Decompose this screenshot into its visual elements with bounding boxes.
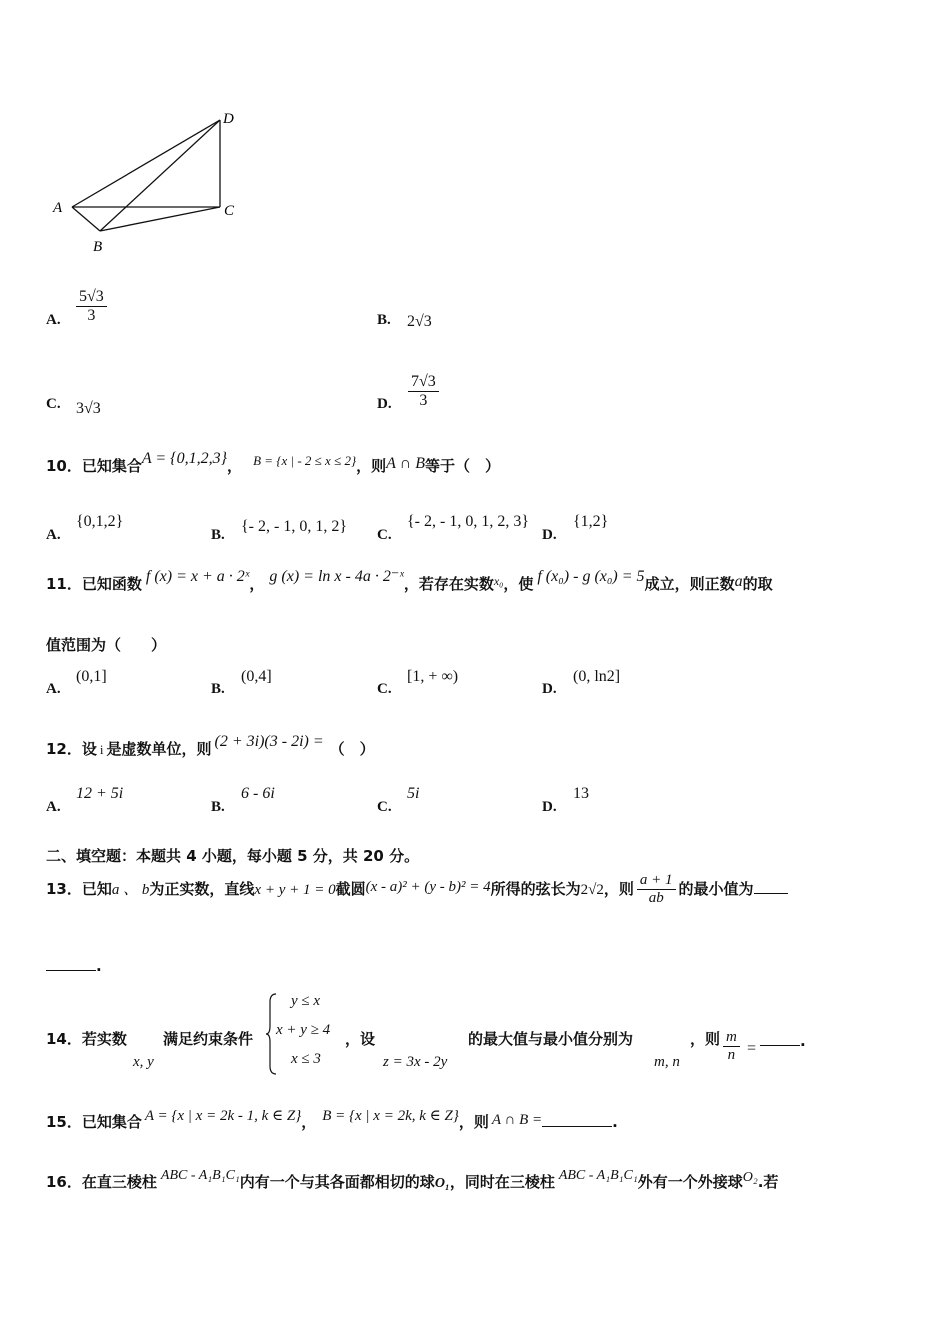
- edge-BD: [100, 120, 220, 231]
- q14-z: z = 3x - 2y: [383, 1054, 448, 1070]
- q14-stem-5: ，则: [690, 1030, 721, 1048]
- q12-option-c-label: C.: [377, 799, 392, 815]
- q9-option-a-value: $\frac{5√3}{3}$: [76, 288, 107, 325]
- question-11-stem-cont: 值范围为（ ）: [46, 636, 167, 654]
- q9-option-b-value: 2√3: [407, 313, 432, 330]
- question-15-stem: 15．已知集合 A = {x | x = 2k - 1, k ∈ Z}， B = {x | x = 2k, k ∈ Z}，则 A ∩ B = .: [46, 1108, 618, 1131]
- question-16-stem: 16．在直三棱柱 ABC - A₁B₁C₁内有一个与其各面都相切的球O₁，同时在三棱柱 ABC - A₁B₁C₁外有一个外接球O₂.若: [46, 1168, 779, 1191]
- q11-option-c-label: C.: [377, 681, 392, 697]
- q14-answer-blank[interactable]: [760, 1028, 800, 1046]
- q14-constraint-1: y ≤ x: [291, 993, 321, 1009]
- q12-option-d-label: D.: [542, 799, 557, 815]
- q14-vars: x, y: [133, 1054, 154, 1070]
- q12-option-a-label: A.: [46, 799, 61, 815]
- q11-option-c-value: [1, + ∞): [407, 668, 459, 685]
- q9-option-b-label: B.: [377, 312, 391, 328]
- edge-AB: [72, 207, 100, 231]
- q13-answer-blank-2[interactable]: [46, 970, 96, 971]
- q14-constraint-3: x ≤ 3: [291, 1051, 321, 1067]
- question-13-stem: 13．已知a 、 b为正实数，直线x + y + 1 = 0截圆(x - a)² + (y - b)² = 4所得的弦长为2√2，则 $\frac{a + 1}{ab}$ 的最小值为: [46, 872, 788, 907]
- q10-option-b-value: {- 2, - 1, 0, 1, 2}: [241, 518, 348, 535]
- q15-answer-blank[interactable]: [542, 1112, 612, 1127]
- question-13-blank-cont: .: [46, 956, 102, 975]
- q10-option-d-value: {1,2}: [573, 513, 609, 530]
- q14-eq: =: [747, 1040, 757, 1057]
- q12-option-b-value: 6 - 6i: [241, 785, 275, 802]
- q12-option-a-value: 12 + 5i: [76, 785, 124, 802]
- question-12-stem: 12．设 i 是虚数单位，则 (2 + 3i)(3 - 2i) = （ ）: [46, 733, 375, 758]
- question-11-stem: 11．已知函数 f (x) = x + a · 2ˣ， g (x) = ln x - 4a · 2⁻ˣ，若存在实数$^{x_0}$，使 f (x₀) - g (x₀) = 5成立，则正数a的取: [46, 568, 773, 593]
- q14-constraint-2: x + y ≥ 4: [276, 1022, 331, 1038]
- edge-AD: [72, 120, 220, 207]
- q12-option-d-value: 13: [573, 785, 589, 802]
- q10-option-b-label: B.: [211, 527, 225, 543]
- question-10-stem: 10．已知集合A = {0,1,2,3}， $^{B = \{x | - 2 \le x \le 2\}}$，则A ∩ B等于（ ）: [46, 450, 500, 475]
- q10-option-d-label: D.: [542, 527, 557, 543]
- q11-option-a-label: A.: [46, 681, 61, 697]
- q14-stem-3: ，设: [345, 1030, 376, 1048]
- q14-stem-4: 的最大值与最小值分别为: [468, 1030, 634, 1048]
- q11-option-d-value: (0, ln2]: [573, 668, 621, 685]
- section-2-title: 二、填空题：本题共 4 小题，每小题 5 分，共 20 分。: [46, 847, 420, 865]
- q9-option-d-value: $\frac{7√3}{3}$: [408, 373, 439, 410]
- q9-option-a-label: A.: [46, 312, 61, 328]
- q10-option-c-label: C.: [377, 527, 392, 543]
- q13-answer-blank-1[interactable]: [754, 893, 788, 894]
- q14-mn: m, n: [654, 1054, 680, 1070]
- q14-answer: .: [760, 1028, 806, 1050]
- tetrahedron-figure: [45, 105, 255, 265]
- q10-option-a-value: {0,1,2}: [76, 513, 124, 530]
- point-C-label: C: [224, 203, 235, 219]
- point-B-label: B: [93, 239, 103, 255]
- q9-option-c-value: 3√3: [76, 400, 101, 417]
- point-D-label: D: [223, 111, 234, 127]
- q11-option-b-value: (0,4]: [241, 668, 272, 685]
- q10-option-a-label: A.: [46, 527, 61, 543]
- question-14-number: 14．若实数: [46, 1030, 127, 1048]
- q14-stem-2: 满足约束条件: [163, 1030, 254, 1048]
- q10-option-c-value: {- 2, - 1, 0, 1, 2, 3}: [407, 513, 530, 530]
- q11-option-b-label: B.: [211, 681, 225, 697]
- q12-option-b-label: B.: [211, 799, 225, 815]
- q11-option-a-value: (0,1]: [76, 668, 107, 685]
- edge-BC: [100, 207, 220, 231]
- q12-option-c-value: 5i: [407, 785, 420, 802]
- q9-option-d-label: D.: [377, 396, 392, 412]
- q9-option-c-label: C.: [46, 396, 61, 412]
- point-A-label: A: [53, 200, 63, 216]
- q14-fraction: $\frac{m}{n}$: [723, 1029, 740, 1064]
- q11-option-d-label: D.: [542, 681, 557, 697]
